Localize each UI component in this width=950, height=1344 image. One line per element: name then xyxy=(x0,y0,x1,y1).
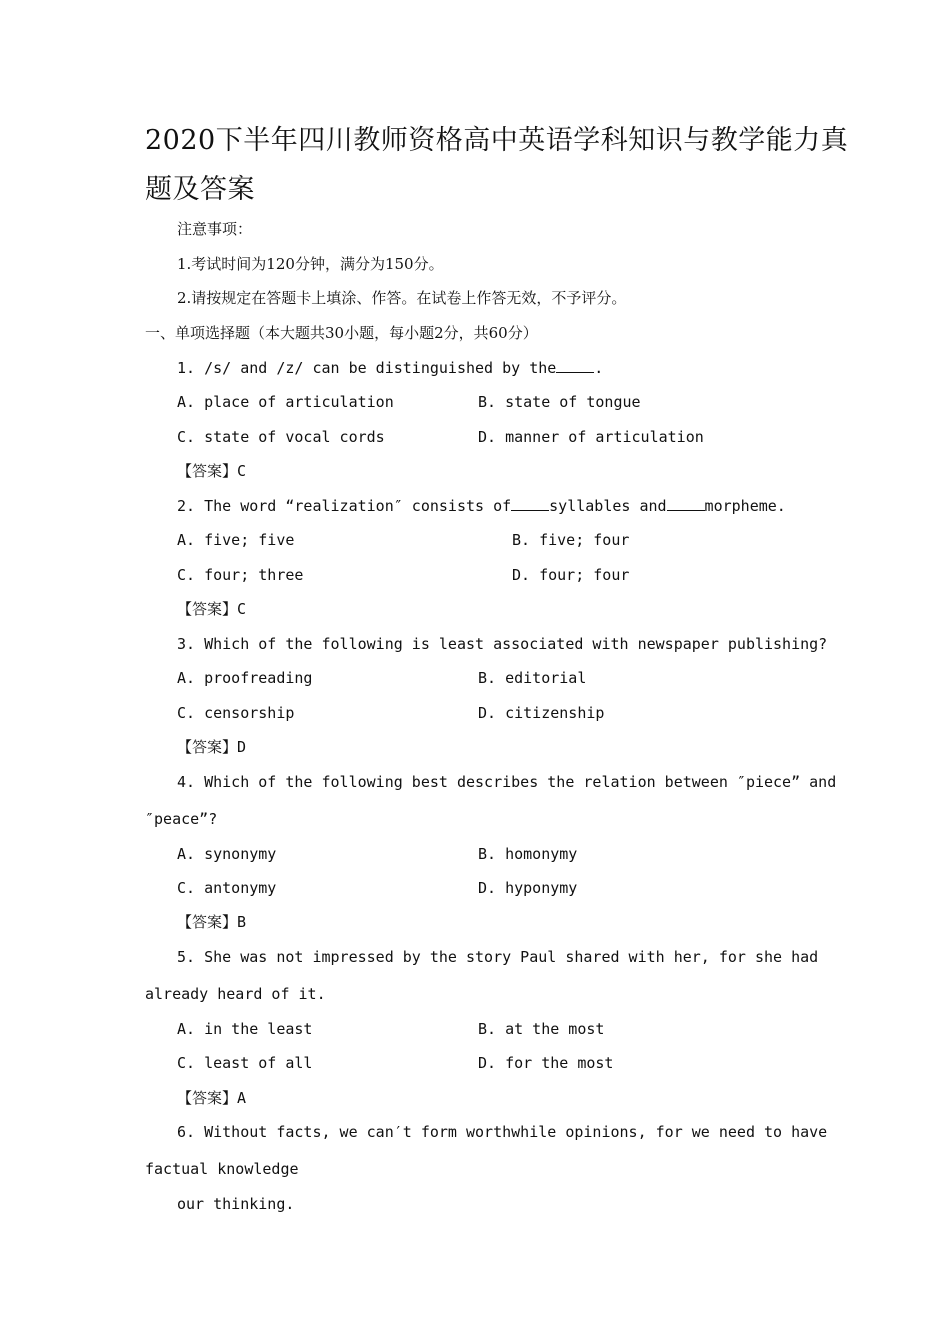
question-5-option-d: D. for the most xyxy=(478,1054,614,1072)
question-5-stem-line-2: already heard of it. xyxy=(145,985,326,1003)
notice-item-1: 1.考试时间为120分钟，满分为150分。 xyxy=(177,255,444,273)
question-1-option-a: A. place of articulation xyxy=(177,393,394,411)
question-3-option-c: C. censorship xyxy=(177,704,295,722)
question-2-option-a: A. five; five xyxy=(177,531,295,549)
question-6-stem-line-2: factual knowledge xyxy=(145,1160,299,1178)
question-2-answer xyxy=(177,599,246,619)
question-2-stem-end: morpheme. xyxy=(704,497,786,515)
section-heading: 一、单项选择题（本大题共30小题，每小题2分，共60分） xyxy=(145,324,538,342)
question-1-option-d: D. manner of articulation xyxy=(478,428,704,446)
question-3-answer xyxy=(177,737,246,757)
question-6-stem-line-3: our thinking. xyxy=(177,1195,295,1213)
answer-label: 【答案】 xyxy=(177,600,238,618)
answer-value: C xyxy=(237,462,247,480)
question-5-answer xyxy=(177,1088,246,1108)
question-1-stem-text: 1. /s/ and /z/ can be distinguished by the xyxy=(177,359,557,377)
question-4-option-a: A. synonymy xyxy=(177,845,277,863)
question-4-stem-line-1: 4. Which of the following best describes the relation between ″piece” and xyxy=(177,773,837,791)
answer-label: 【答案】 xyxy=(177,913,238,931)
question-2-stem xyxy=(177,496,786,516)
question-4-option-d: D. hyponymy xyxy=(478,879,578,897)
question-3-option-a: A. proofreading xyxy=(177,669,313,687)
question-5-stem-line-1: 5. She was not impressed by the story Paul shared with her, for she had xyxy=(177,948,819,966)
answer-value: D xyxy=(237,738,247,756)
question-4-option-c: C. antonymy xyxy=(177,879,277,897)
question-2-option-d: D. four; four xyxy=(512,566,630,584)
notice-item-2: 2.请按规定在答题卡上填涂、作答。在试卷上作答无效，不予评分。 xyxy=(177,289,627,307)
question-1-answer xyxy=(177,461,246,481)
question-1-stem xyxy=(177,358,603,378)
question-1-stem-end: . xyxy=(594,359,604,377)
answer-label: 【答案】 xyxy=(177,738,238,756)
question-3-stem: 3. Which of the following is least associated with newspaper publishing? xyxy=(177,635,828,653)
question-1-option-c: C. state of vocal cords xyxy=(177,428,385,446)
question-1-option-b: B. state of tongue xyxy=(478,393,641,411)
answer-value: C xyxy=(237,600,247,618)
question-5-option-b: B. at the most xyxy=(478,1020,605,1038)
question-5-option-a: A. in the least xyxy=(177,1020,313,1038)
question-5-option-c: C. least of all xyxy=(177,1054,313,1072)
question-4-option-b: B. homonymy xyxy=(478,845,578,863)
question-6-stem-line-1: 6. Without facts, we can′t form worthwhile opinions, for we need to have xyxy=(177,1123,828,1141)
answer-value: B xyxy=(237,913,247,931)
answer-label: 【答案】 xyxy=(177,462,238,480)
answer-blank xyxy=(667,498,705,511)
answer-value: A xyxy=(237,1089,247,1107)
question-2-stem-text: 2. The word “realization″ consists of xyxy=(177,497,512,515)
document-title-line-1: 2020下半年四川教师资格高中英语学科知识与教学能力真 xyxy=(145,125,849,156)
question-3-option-b: B. editorial xyxy=(478,669,587,687)
notice-heading: 注意事项： xyxy=(177,220,253,238)
question-2-option-b: B. five; four xyxy=(512,531,630,549)
question-2-stem-middle: syllables and xyxy=(549,497,667,515)
question-4-stem-line-2: ″peace”? xyxy=(145,810,218,828)
question-2-option-c: C. four; three xyxy=(177,566,304,584)
question-3-option-d: D. citizenship xyxy=(478,704,605,722)
answer-label: 【答案】 xyxy=(177,1089,238,1107)
question-4-answer xyxy=(177,912,246,932)
answer-blank xyxy=(556,360,594,373)
answer-blank xyxy=(511,498,549,511)
document-title-line-2: 题及答案 xyxy=(145,174,255,205)
